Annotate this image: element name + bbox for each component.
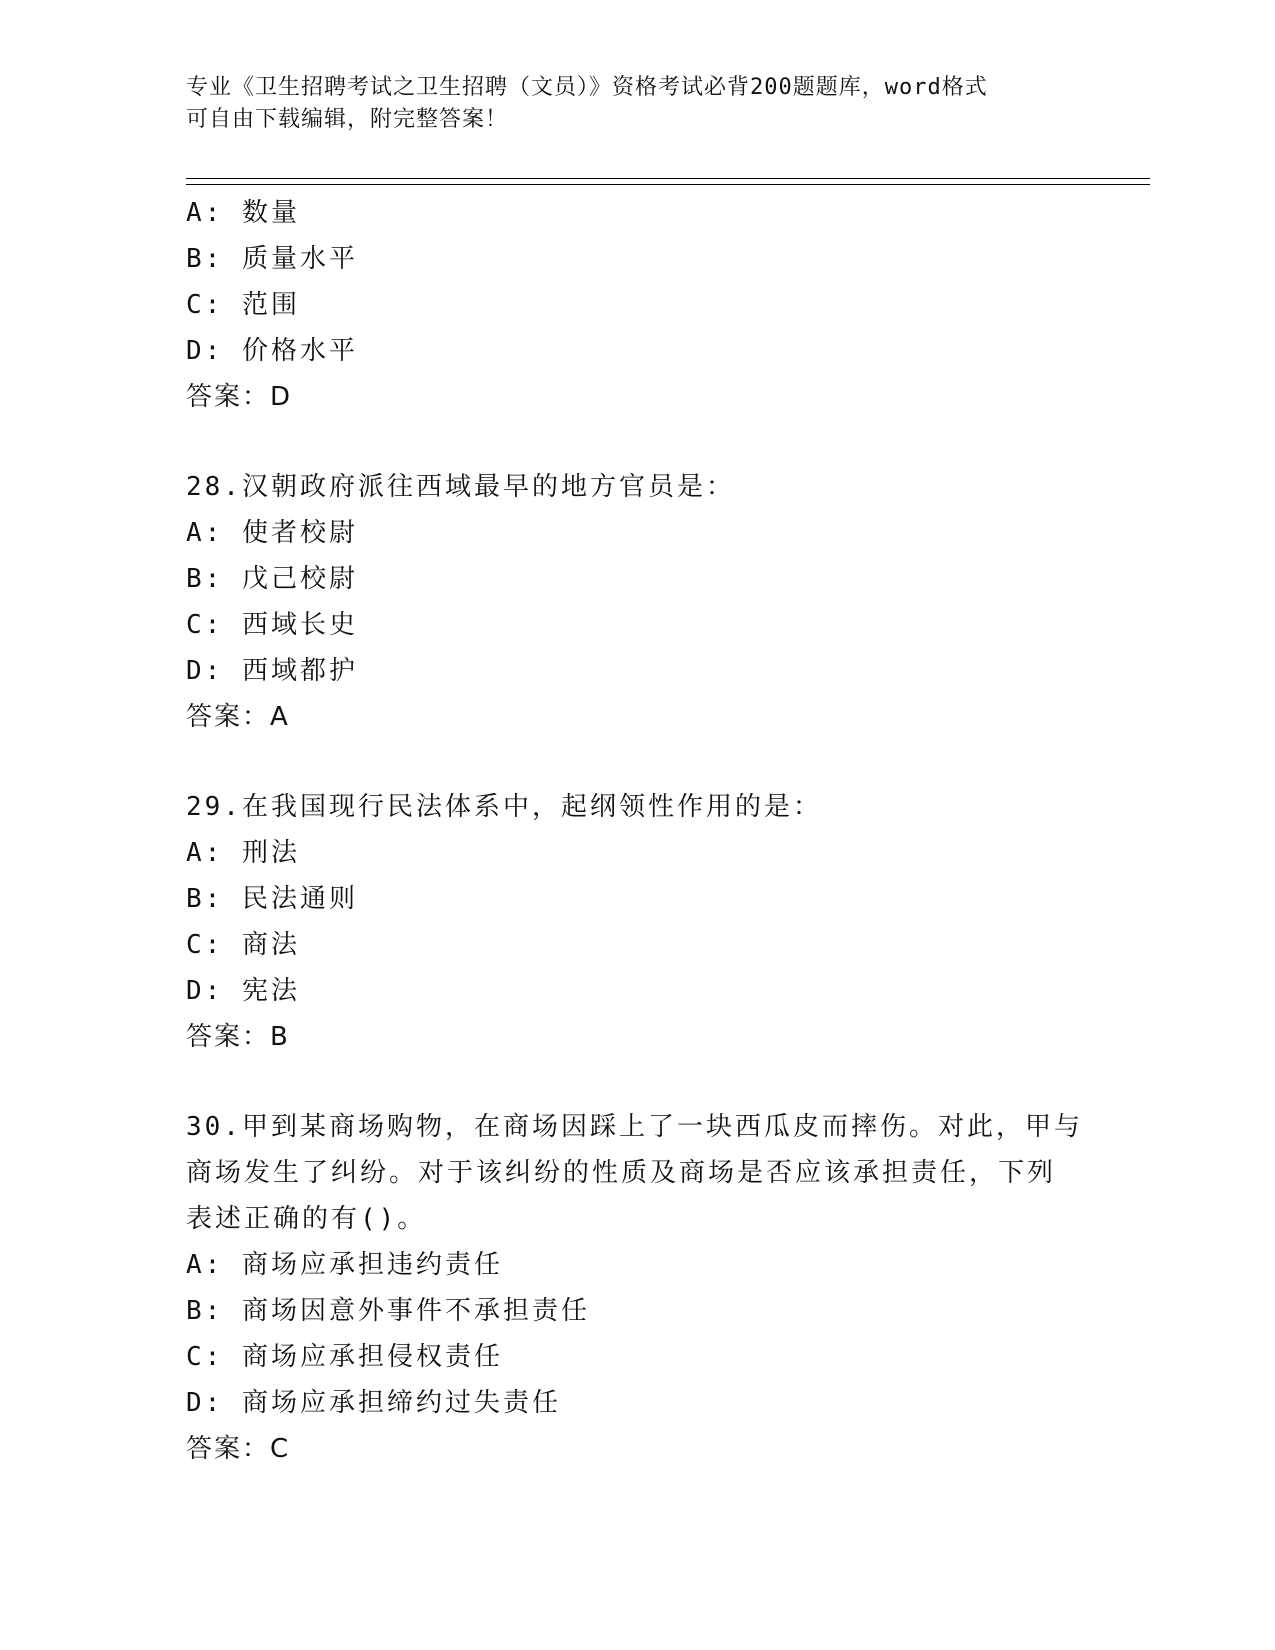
option-b: B: 商场因意外事件不承担责任 bbox=[186, 1296, 590, 1326]
question-text-line-2: 商场发生了纠纷。对于该纠纷的性质及商场是否应该承担责任，下列 bbox=[186, 1158, 1057, 1188]
answer-line: 答案：C bbox=[186, 1434, 291, 1464]
answer-line: 答案：A bbox=[186, 702, 290, 732]
option-a: A: 商场应承担违约责任 bbox=[186, 1250, 503, 1280]
option-d: D: 西域都护 bbox=[186, 656, 358, 686]
option-c: C: 西域长史 bbox=[186, 610, 358, 640]
option-b: B: 质量水平 bbox=[186, 244, 358, 274]
question-block-27 bbox=[186, 190, 1086, 420]
option-d: D: 商场应承担缔约过失责任 bbox=[186, 1388, 561, 1418]
question-list bbox=[186, 190, 1086, 1472]
option-c: C: 范围 bbox=[186, 290, 300, 320]
question-text: 28.汉朝政府派往西域最早的地方官员是： bbox=[186, 472, 735, 502]
option-b: B: 戊己校尉 bbox=[186, 564, 358, 594]
answer-line: 答案：D bbox=[186, 382, 293, 412]
option-b: B: 民法通则 bbox=[186, 884, 358, 914]
question-block-30 bbox=[186, 1104, 1086, 1472]
question-text: 29.在我国现行民法体系中，起纲领性作用的是： bbox=[186, 792, 822, 822]
option-c: C: 商场应承担侵权责任 bbox=[186, 1342, 503, 1372]
answer-line: 答案：B bbox=[186, 1022, 290, 1052]
question-text-line-1: 30.甲到某商场购物，在商场因踩上了一块西瓜皮而摔伤。对此，甲与 bbox=[186, 1112, 1083, 1142]
document-header bbox=[186, 72, 1066, 136]
question-block-29 bbox=[186, 784, 1086, 1060]
question-block-28 bbox=[186, 464, 1086, 740]
option-d: D: 价格水平 bbox=[186, 336, 358, 366]
option-a: A: 刑法 bbox=[186, 838, 300, 868]
option-a: A: 数量 bbox=[186, 198, 300, 228]
header-title-line-2: 可自由下载编辑，附完整答案！ bbox=[186, 107, 509, 132]
header-title-line-1: 专业《卫生招聘考试之卫生招聘（文员）》资格考试必背200题题库，word格式 bbox=[186, 75, 988, 100]
option-d: D: 宪法 bbox=[186, 976, 300, 1006]
header-divider bbox=[186, 178, 1150, 185]
option-c: C: 商法 bbox=[186, 930, 300, 960]
question-text-line-3: 表述正确的有()。 bbox=[186, 1204, 427, 1234]
option-a: A: 使者校尉 bbox=[186, 518, 358, 548]
